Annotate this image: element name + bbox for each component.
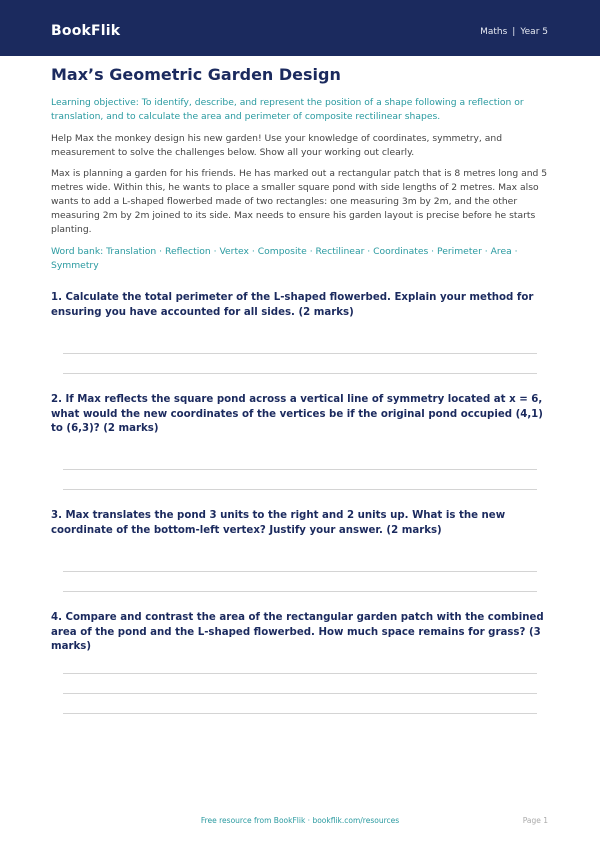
subject-label: Maths [480, 27, 508, 37]
page-title: Max’s Geometric Garden Design [51, 65, 341, 84]
answer-line[interactable] [63, 713, 537, 714]
answer-line[interactable] [63, 373, 537, 374]
answer-line[interactable] [63, 693, 537, 694]
header-bar [0, 0, 600, 56]
year-label: Year 5 [520, 27, 548, 37]
question-3: 3. Max translates the pond 3 units to the right and 2 units up. What is the new coordinate of the bottom-left vertex? Justify your answer. (2 marks) [51, 510, 506, 536]
learning-objective: Learning objective: To identify, describe, and represent the position of a shape following a reflection or translation, and to calculate the area and perimeter of composite rectilinear shapes. [51, 97, 524, 122]
page-number: Page 1 [522, 816, 548, 825]
answer-line[interactable] [63, 571, 537, 572]
answer-line[interactable] [63, 673, 537, 674]
word-bank: Word bank: Translation · Reflection · Vertex · Composite · Rectilinear · Coordinates · Perimeter · Area · Symmetry [51, 246, 518, 271]
answer-line[interactable] [63, 489, 537, 490]
scenario-text: Max is planning a garden for his friends. He has marked out a rectangular patch that is 8 metres long and 5 metres wide. Within this, he wants to place a smaller square pond with side lengths of 2 metres. Max also wants to add a L-shaped flowerbed made of two rectangles: one measuring 3m by 2m, and the other measuring 2m by 2m joined to its side. Max needs to ensure his garden layout is precise before he starts planting. [51, 168, 548, 235]
question-1: 1. Calculate the total perimeter of the L-shaped flowerbed. Explain your method for ensuring you have accounted for all sides. (2 marks) [51, 292, 534, 318]
meta-separator: | [512, 27, 516, 37]
question-2: 2. If Max reflects the square pond across a vertical line of symmetry located at x = 6, what would the new coordinates of the vertices be if the original pond occupied (4,1) to (6,3)? (2 marks) [51, 394, 543, 434]
brand-logo: BookFlik [51, 23, 121, 39]
answer-line[interactable] [63, 591, 537, 592]
footer-link[interactable]: Free resource from BookFlik · bookflik.com/resources [200, 816, 400, 825]
answer-line[interactable] [63, 353, 537, 354]
subject-year [480, 27, 548, 37]
question-4: 4. Compare and contrast the area of the rectangular garden patch with the combined area of the pond and the L-shaped flowerbed. How much space remains for grass? (3 marks) [51, 612, 544, 652]
answer-line[interactable] [63, 469, 537, 470]
intro-text: Help Max the monkey design his new garden! Use your knowledge of coordinates, symmetry, and measurement to solve the challenges below. Show all your working out clearly. [51, 133, 503, 158]
